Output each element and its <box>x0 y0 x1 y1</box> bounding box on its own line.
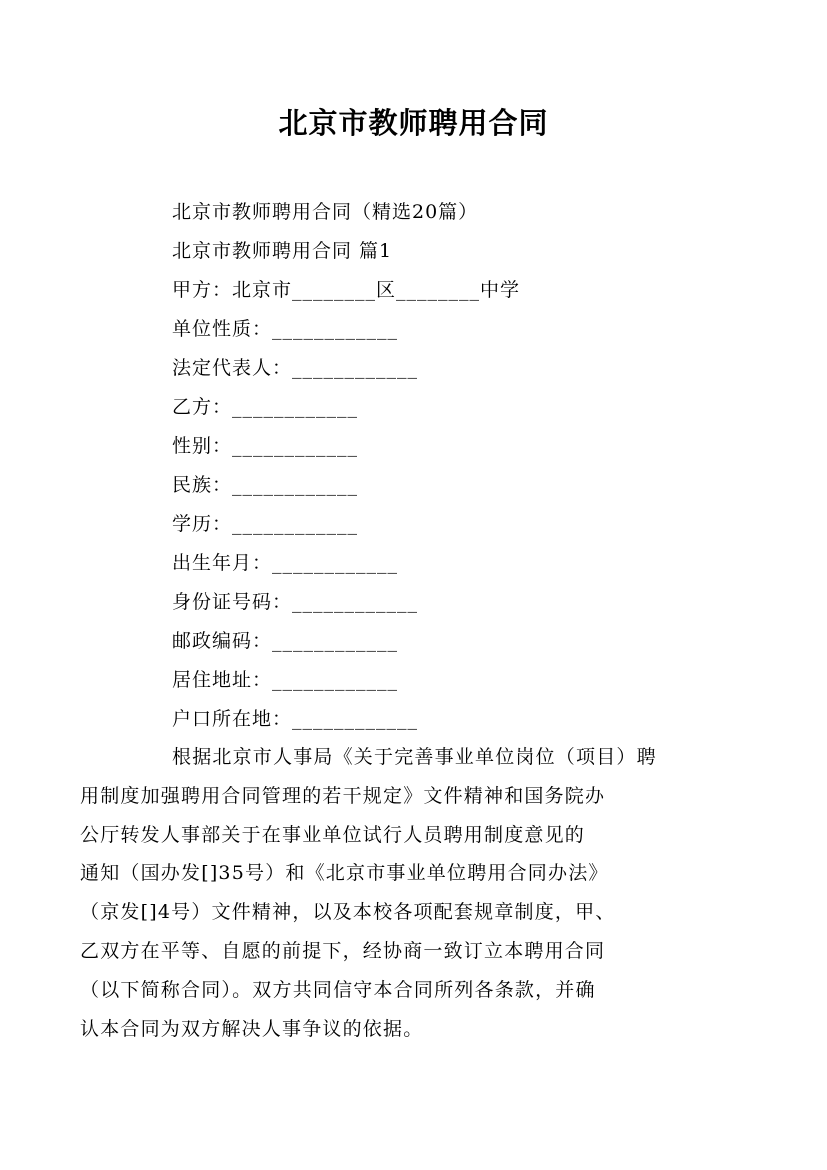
document-title: 北京市教师聘用合同 <box>278 106 549 140</box>
education-field: 学历：____________ <box>172 513 359 535</box>
legal-representative-field: 法定代表人：____________ <box>172 357 419 379</box>
paragraph-line: （以下简称合同）。双方共同信守本合同所列各条款，并确 <box>80 978 596 1001</box>
party-b-field: 乙方：____________ <box>172 396 359 418</box>
paragraph-line: 乙双方在平等、自愿的前提下，经协商一致订立本聘用合同 <box>80 939 606 962</box>
body-paragraph <box>80 738 706 1048</box>
party-a-line: 甲方：北京市________区________中学 <box>172 279 521 301</box>
gender-field: 性别：____________ <box>172 435 359 457</box>
paragraph-line: 用制度加强聘用合同管理的若干规定》文件精神和国务院办 <box>80 784 606 807</box>
unit-nature-field: 单位性质：____________ <box>172 318 399 340</box>
section-heading: 北京市教师聘用合同 篇1 <box>172 240 393 262</box>
paragraph-line: 认本合同为双方解决人事争议的依据。 <box>80 1017 424 1040</box>
subtitle-line: 北京市教师聘用合同（精选20篇） <box>172 201 479 223</box>
postal-code-field: 邮政编码：____________ <box>172 630 399 652</box>
ethnicity-field: 民族：____________ <box>172 474 359 496</box>
paragraph-line: 公厅转发人事部关于在事业单位试行人员聘用制度意见的 <box>80 823 586 846</box>
paragraph-line: 通知（国办发[]35号）和《北京市事业单位聘用合同办法》 <box>80 862 609 885</box>
paragraph-line: 根据北京市人事局《关于完善事业单位岗位（项目）聘 <box>172 746 657 768</box>
paragraph-line: （京发[]4号）文件精神，以及本校各项配套规章制度，甲、 <box>80 901 616 924</box>
birth-date-field: 出生年月：____________ <box>172 552 399 574</box>
address-field: 居住地址：____________ <box>172 669 399 691</box>
id-number-field: 身份证号码：____________ <box>172 591 419 613</box>
household-registration-field: 户口所在地：____________ <box>172 708 419 730</box>
